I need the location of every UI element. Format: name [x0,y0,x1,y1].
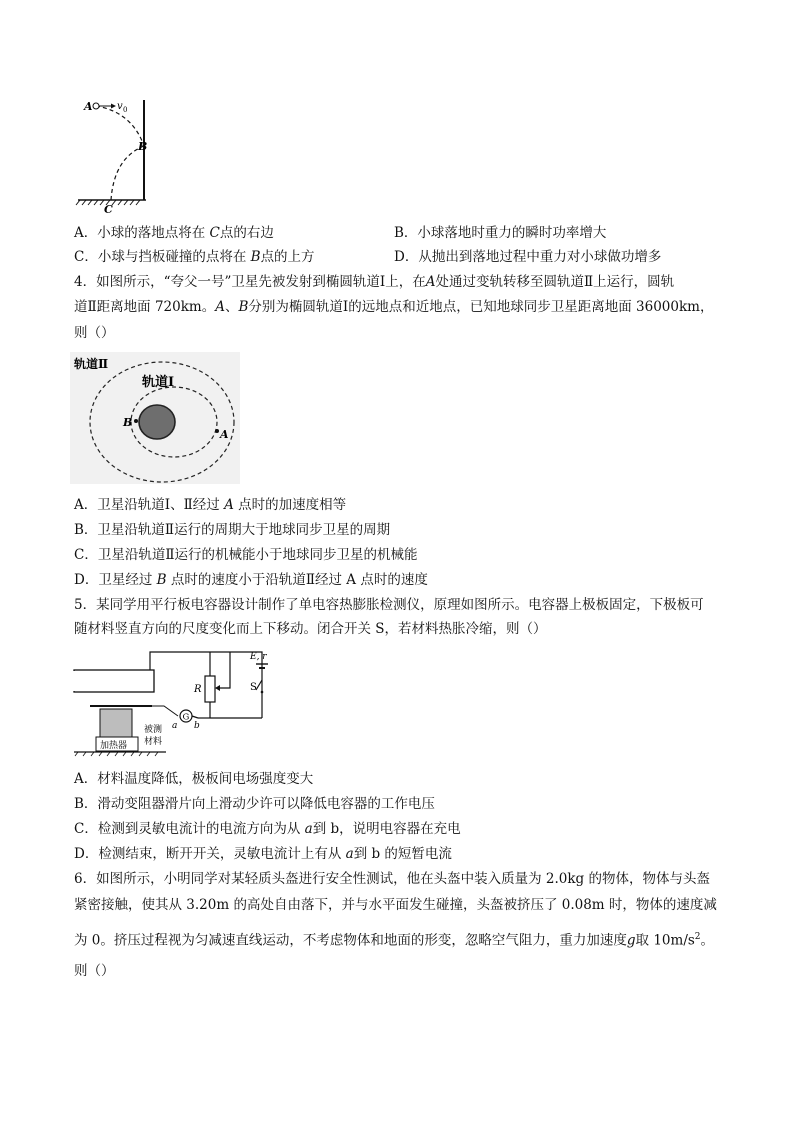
q6-line3: 为 0。挤压过程视为匀减速直线运动，不考虑物体和地面的形变，忽略空气阻力，重力加速度g取 $10m/s^2$。 [74,932,715,949]
q4-orbit1-label: 轨道Ⅰ [142,375,175,390]
q6-line4: 则（） [74,963,115,979]
q5-label-G: G [182,712,190,723]
q5-label-S: S [250,682,257,693]
q3-label-C: C [104,203,113,216]
q5-label-heater: 加热器 [100,741,128,751]
q3-label-B: B [138,140,148,153]
q4-stem-line1: 4．如图所示，“夸父一号”卫星先被发射到椭圆轨道Ⅰ上，在A处通过变轨转移至圆轨道Ⅱ上运行，圆轨 [74,274,675,290]
q5-stem-line2: 随材料竖直方向的尺度变化而上下移动。闭合开关 S，若材料热胀冷缩，则（） [74,621,547,637]
q3-option-d: D．从抛出到落地过程中重力对小球做功增多 [394,249,662,265]
q5-option-d: D．检测结束，断开开关，灵敏电流计上有从 a到 b 的短暂电流 [74,846,452,862]
q5-label-a: a [172,721,178,731]
q5-label-R: R [194,684,202,695]
q6-line2: 紧密接触，使其从 3.20m 的高处自由落下，并与水平面发生碰撞，头盔被挤压了 0.08m 时，物体的速度减 [74,897,717,913]
q4-label-B: B [123,416,133,429]
q3-option-a: A．小球的落地点将在 C点的右边 [74,225,274,241]
q4-stem-line3: 则（） [74,325,115,341]
q3-label-v0-sub: 0 [123,106,128,114]
q5-option-c: C．检测到灵敏电流计的电流方向为从 a到 b，说明电容器在充电 [74,821,461,837]
q5-figure [70,646,280,758]
q3-option-b: B．小球落地时重力的瞬时功率增大 [394,225,607,241]
q5-option-a: A．材料温度降低，极板间电场强度变大 [74,771,314,787]
q5-label-material2: 材料 [144,737,163,747]
q4-label-A: A [220,428,229,441]
q4-orbit2-label: 轨道Ⅱ [74,357,109,371]
q6-line1: 6．如图所示，小明同学对某轻质头盔进行安全性测试，他在头盔中装入质量为 2.0kg 的物体，物体与头盔 [74,871,710,887]
q5-label-E: E, r [250,652,267,662]
q4-stem-line2: 道Ⅱ距离地面 720km。A、B分别为椭圆轨道Ⅰ的远地点和近地点，已知地球同步卫星距离地面 36000km， [74,299,714,315]
q4-option-b: B．卫星沿轨道Ⅱ运行的周期大于地球同步卫星的周期 [74,522,391,538]
q4-option-a: A．卫星沿轨道Ⅰ、Ⅱ经过 A 点时的加速度相等 [74,497,347,513]
q3-label-v0: v [117,101,123,112]
q3-label-A: A [84,100,93,113]
q4-option-d: D．卫星经过 B 点时的速度小于沿轨道Ⅱ经过 A 点时的速度 [74,572,428,588]
q5-label-b: b [194,721,200,731]
q3-figure [74,94,164,219]
q5-label-material: 被测 [144,725,163,735]
q4-figure [70,352,240,484]
q5-option-b: B．滑动变阻器滑片向上滑动少许可以降低电容器的工作电压 [74,796,435,812]
q4-option-c: C．卫星沿轨道Ⅱ运行的机械能小于地球同步卫星的机械能 [74,547,418,563]
q3-option-c: C．小球与挡板碰撞的点将在 B点的上方 [74,249,315,265]
q5-stem-line1: 5．某同学用平行板电容器设计制作了单电容热膨胀检测仪，原理如图所示。电容器上极板固定，下极板可 [74,597,704,613]
